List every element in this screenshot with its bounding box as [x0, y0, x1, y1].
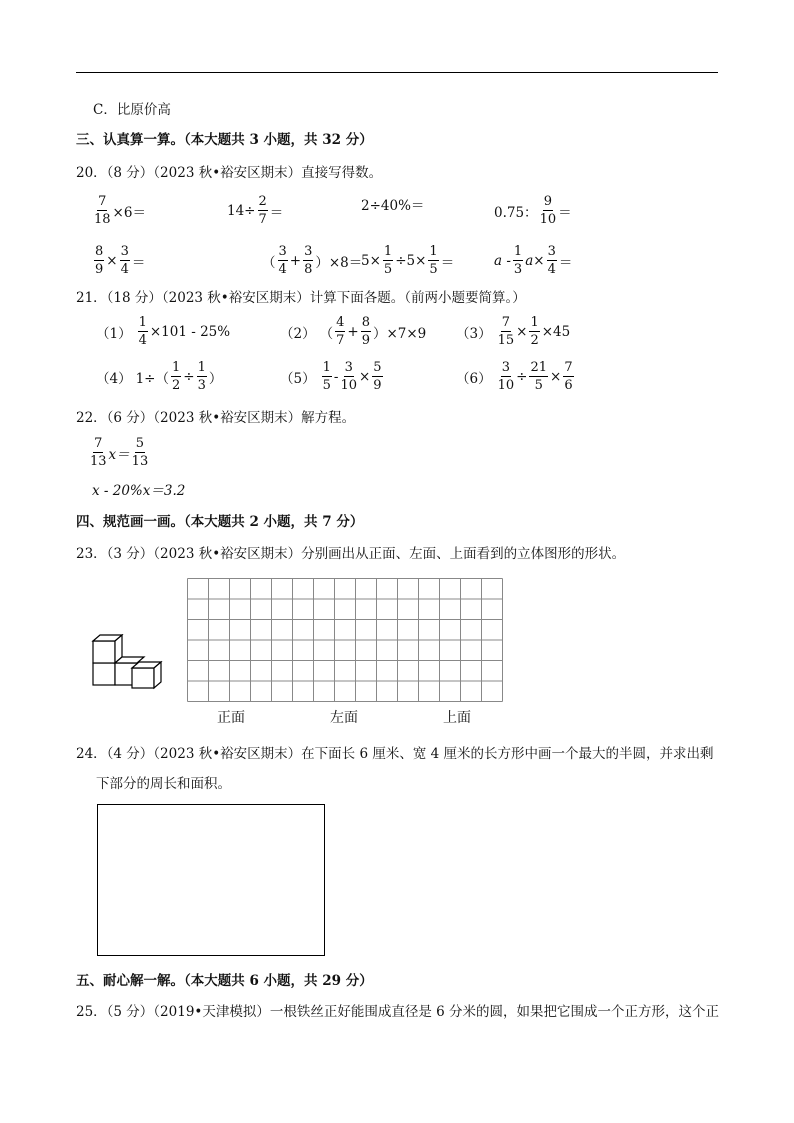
fraction: $\frac{9}{10}$: [539, 194, 557, 227]
fraction: $\frac{21}{5}$: [530, 360, 547, 393]
q21-item: [456, 315, 570, 348]
math-text: a×: [525, 252, 545, 269]
q20-item: [92, 194, 146, 227]
q22-equation-2: x - 20%x＝3.2: [92, 483, 186, 499]
label-front: 正面: [217, 710, 245, 726]
q20-item: [92, 244, 145, 277]
cube-figure: [90, 634, 170, 690]
fraction: $\frac{3}{4}$: [547, 244, 556, 277]
q20-item: [494, 194, 572, 227]
section5-title: 五、耐心解一解。（本大题共 6 小题，共 29 分）: [76, 973, 373, 989]
math-text: +: [289, 252, 302, 269]
fraction: $\frac{3}{10}$: [497, 360, 515, 393]
q20-item: [262, 244, 362, 277]
math-text: 2÷40%＝: [361, 198, 425, 214]
q21-item: [280, 315, 426, 348]
fraction: $\frac{3}{10}$: [340, 360, 357, 393]
math-text: ＝: [558, 254, 573, 271]
math-text: ÷5×: [395, 252, 427, 269]
q24-line1: 24．（4 分）（2023 秋•裕安区期末）在下面长 6 厘米、宽 4 厘米的长方形中画一个最大的半圆，并求出剩: [76, 746, 714, 762]
fraction: $\frac{7}{18}$: [94, 194, 111, 227]
math-text: ×: [358, 368, 371, 385]
math-text: ÷: [183, 368, 195, 385]
fraction: $\frac{3}{4}$: [278, 244, 287, 277]
q22-header: 22．（6 分）（2023 秋•裕安区期末）解方程。: [76, 410, 356, 426]
item-number: （2）: [280, 325, 316, 342]
label-left: 左面: [330, 710, 358, 726]
fraction: $\frac{1}{2}$: [172, 360, 181, 393]
q24-line2: 下部分的周长和面积。: [96, 776, 231, 792]
section4-title: 四、规范画一画。（本大题共 2 小题，共 7 分）: [76, 514, 364, 530]
math-text: （: [319, 325, 334, 342]
item-number: （3）: [456, 325, 492, 342]
fraction: $\frac{7}{15}$: [497, 315, 515, 348]
option-c: C．比原价高: [93, 102, 171, 118]
q25-line1: 25．（5 分）（2019•天津模拟）一根铁丝正好能围成直径是 6 分米的圆，如果把它围成一个正方形，这个正: [76, 1004, 720, 1020]
fraction: $\frac{8}{9}$: [95, 244, 104, 277]
fraction: $\frac{1}{3}$: [197, 360, 206, 393]
section3-title: 三、认真算一算。（本大题共 3 小题，共 32 分）: [76, 132, 373, 148]
fraction: $\frac{1}{5}$: [429, 244, 438, 277]
item-number: （5）: [280, 370, 316, 387]
q22-equation-1: [88, 436, 150, 469]
item-number: （6）: [456, 370, 492, 387]
math-text: ）: [208, 370, 223, 387]
fraction: $\frac{5}{9}$: [373, 360, 382, 393]
q21-item: [456, 360, 576, 393]
math-text: 1÷（: [135, 370, 169, 387]
fraction: $\frac{5}{13}$: [131, 436, 149, 469]
math-text: ×: [516, 323, 528, 340]
math-text: （: [262, 254, 276, 271]
math-text: ×45: [541, 323, 571, 340]
math-text: ＝: [440, 254, 455, 271]
item-number: （1）: [96, 325, 132, 342]
answer-rectangle[interactable]: [97, 804, 325, 956]
math-text: a -: [494, 252, 511, 269]
q23-header: 23．（3 分）（2023 秋•裕安区期末）分别画出从正面、左面、上面看到的立体图形的形状。: [76, 546, 626, 562]
math-text: ×6＝: [112, 204, 146, 221]
fraction: $\frac{1}{4}$: [138, 315, 147, 348]
label-top: 上面: [443, 710, 471, 726]
q20-header: 20．（8 分）（2023 秋•裕安区期末）直接写得数。: [76, 165, 383, 181]
math-text: 0.75：: [494, 204, 538, 221]
fraction: $\frac{1}{3}$: [513, 244, 523, 277]
fraction: $\frac{1}{2}$: [530, 315, 539, 348]
math-text: ×: [550, 368, 562, 385]
drawing-grid[interactable]: [187, 578, 503, 702]
q21-item: [96, 360, 222, 393]
math-text: -: [333, 368, 339, 385]
fraction: $\frac{4}{7}$: [336, 315, 345, 348]
fraction: $\frac{8}{9}$: [361, 315, 370, 348]
math-text: +: [347, 323, 359, 340]
math-text: ）×7×9: [372, 325, 427, 342]
q20-item: [361, 194, 424, 214]
math-text: ＝: [131, 254, 146, 271]
math-text: ×: [106, 252, 118, 269]
math-text: 14÷: [227, 202, 256, 219]
q20-item: [361, 244, 454, 277]
top-rule: [76, 72, 718, 73]
math-text: x＝: [108, 446, 130, 463]
math-text: ＝: [269, 204, 284, 221]
q21-item: [280, 360, 385, 393]
fraction: $\frac{3}{4}$: [120, 244, 129, 277]
fraction: $\frac{2}{7}$: [258, 194, 267, 227]
q21-item: [96, 315, 230, 348]
q20-item: [227, 194, 283, 227]
fraction: $\frac{1}{5}$: [322, 360, 331, 393]
fraction: $\frac{7}{6}$: [564, 360, 573, 393]
math-text: ）×8＝: [315, 254, 363, 271]
fraction: $\frac{1}{5}$: [383, 244, 393, 277]
math-text: 5×: [361, 252, 381, 269]
math-text: ＝: [558, 204, 572, 221]
math-text: ×101 - 25%: [149, 323, 231, 340]
q21-header: 21．（18 分）（2023 秋•裕安区期末）计算下面各题。（前两小题要简算。）: [76, 290, 526, 306]
fraction: $\frac{3}{8}$: [304, 244, 313, 277]
item-number: （4）: [96, 370, 132, 387]
q20-item: [494, 244, 572, 277]
math-text: ÷: [516, 368, 528, 385]
fraction: $\frac{7}{13}$: [90, 436, 107, 469]
